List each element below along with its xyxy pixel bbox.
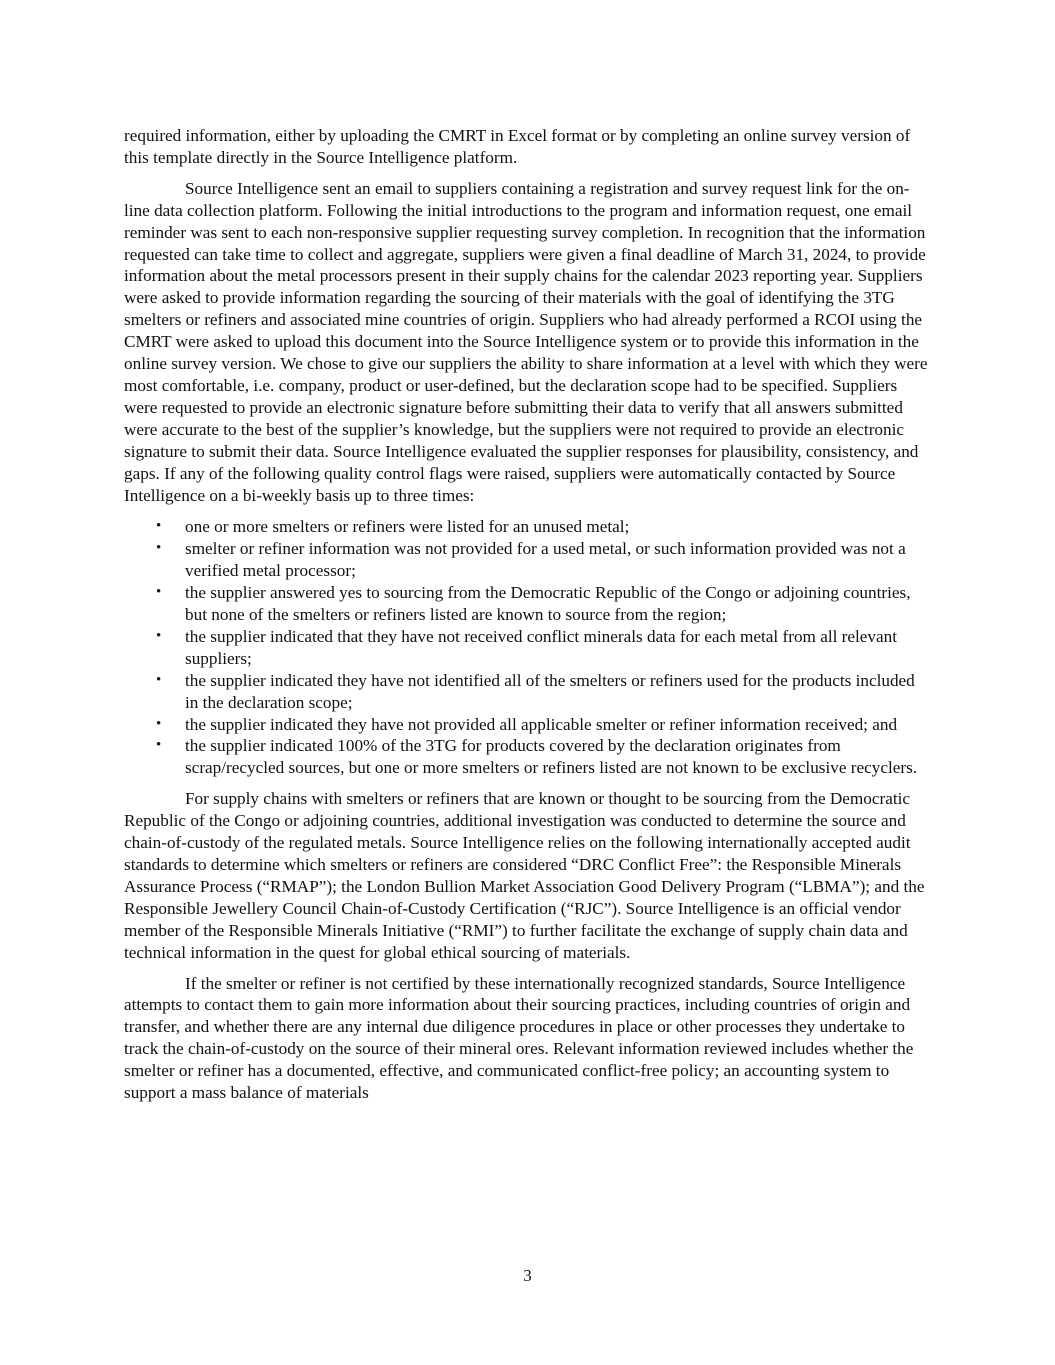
document-page: [124, 125, 932, 1104]
paragraph-drc-investigation: For supply chains with smelters or refiners that are known or thought to be sourcing from the Democratic Republic of the Congo or adjoining countries, additional investigation was conducted to determine the source and chain-of-custody of the regulated metals. Source Intelligence relies on the following internationally accepted audit standards to determine which smelters or refiners are considered “DRC Conflict Free”: the Responsible Minerals Assurance Process (“RMAP”); the London Bullion Market Association Good Delivery Program (“LBMA”); and the Responsible Jewellery Council Chain-of-Custody Certification (“RJC”). Source Intelligence is an official vendor member of the Responsible Minerals Initiative (“RMI”) to further facilitate the exchange of supply chain data and technical information in the quest for global ethical sourcing of materials.: [124, 789, 925, 962]
paragraph-uncertified-smelters: If the smelter or refiner is not certified by these internationally recognized standards, Source Intelligence attempts to contact them to gain more information about their sourcing practices, including countries of origin and transfer, and whether there are any internal due diligence procedures in place or other processes they undertake to track the chain-of-custody on the source of their mineral ores. Relevant information reviewed includes whether the smelter or refiner has a documented, effective, and communicated conflict-free policy; an accounting system to support a mass balance of materials: [124, 973, 914, 1103]
bullet-icon: •: [156, 715, 162, 732]
bullet-icon: •: [156, 627, 162, 644]
list-item: [124, 538, 932, 582]
bullet-icon: •: [156, 737, 162, 754]
paragraph-intro: required information, either by uploading the CMRT in Excel format or by completing an online survey version of this template directly in the Source Intelligence platform.: [124, 126, 911, 167]
bullet-icon: •: [156, 540, 162, 557]
list-item-text: the supplier answered yes to sourcing from the Democratic Republic of the Congo or adjoining countries, but none of the smelters or refiners listed are known to source from the region;: [185, 583, 911, 625]
list-item-text: smelter or refiner information was not provided for a used metal, or such information provided was not a verified metal processor;: [185, 539, 906, 581]
list-item: [124, 516, 932, 538]
page-number: 3: [523, 1266, 532, 1285]
list-item-text: the supplier indicated they have not provided all applicable smelter or refiner information received; and: [185, 714, 898, 734]
bullet-icon: •: [156, 671, 162, 688]
list-item: [124, 670, 932, 714]
list-item: [124, 582, 932, 626]
list-item: [124, 735, 932, 779]
quality-control-flags-list: [124, 516, 932, 779]
paragraph-supplier-outreach: Source Intelligence sent an email to suppliers containing a registration and survey request link for the on-line data collection platform. Following the initial introductions to the program and information request, one email reminder was sent to each non-responsive supplier requesting survey completion. In recognition that the information requested can take time to collect and aggregate, suppliers were given a final deadline of March 31, 2024, to provide information about the metal processors present in their supply chains for the calendar 2023 reporting year. Suppliers were asked to provide information regarding the sourcing of their materials with the goal of identifying the 3TG smelters or refiners and associated mine countries of origin. Suppliers who had already performed a RCOI using the CMRT were asked to upload this document into the Source Intelligence system or to provide this information in the online survey version. We chose to give our suppliers the ability to share information at a level with which they were most comfortable, i.e. company, product or user-defined, but the declaration scope had to be specified. Suppliers were requested to provide an electronic signature before submitting their data to verify that all answers submitted were accurate to the best of the supplier’s knowledge, but the suppliers were not required to provide an electronic signature to submit their data. Source Intelligence evaluated the supplier responses for plausibility, consistency, and gaps. If any of the following quality control flags were raised, suppliers were automatically contacted by Source Intelligence on a bi-weekly basis up to three times:: [124, 178, 928, 505]
list-item-text: the supplier indicated that they have not received conflict minerals data for each metal from all relevant suppliers;: [185, 626, 898, 668]
bullet-icon: •: [156, 584, 162, 601]
list-item-text: one or more smelters or refiners were listed for an unused metal;: [185, 517, 630, 537]
list-item-text: the supplier indicated 100% of the 3TG for products covered by the declaration originates from scrap/recycled sources, but one or more smelters or refiners listed are not known to be exclusive recyclers.: [185, 736, 918, 778]
list-item: [124, 714, 932, 736]
list-item-text: the supplier indicated they have not identified all of the smelters or refiners used for the products included in the declaration scope;: [185, 670, 915, 712]
bullet-icon: •: [156, 518, 162, 535]
list-item: [124, 626, 932, 670]
